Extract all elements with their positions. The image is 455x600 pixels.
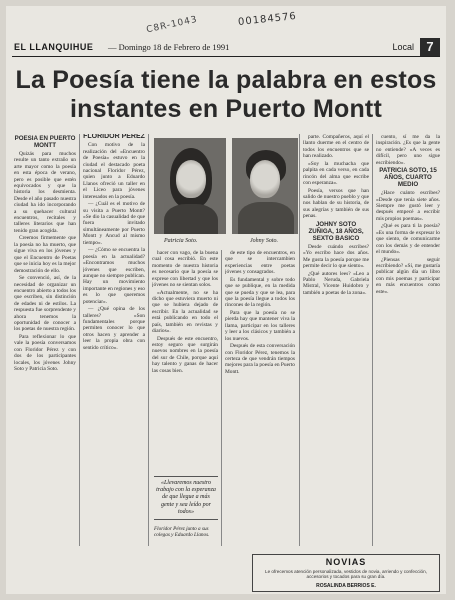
photo-caption-patricia: Patricia Soto. [164, 238, 198, 244]
interview-paragraph: hacer con vago, de la buena cual cosa escribió. En este momento de nuestra historia es necesario que la poesía se exprese con libertad y que los jóvenes no se sientan solos. [152, 250, 218, 289]
handwritten-code: C8R-1043 [145, 14, 199, 36]
floridor-paragraph: — ¿Qué opina de los talleres? «Son fundamentales porque permiten conocer lo que otros hacen y aprender a leer la propia obra con sentido crítico». [83, 306, 145, 351]
page-number: 7 [420, 38, 440, 56]
headline: La Poesía tiene la palabra en estos instantes en Puerto Montt [15, 66, 437, 123]
photo-johny [232, 138, 298, 234]
masthead [12, 40, 440, 57]
interview-paragraph: «Actualmente, no se ha dicho que estuviera muerto ni que se hubiera dejado de escribir. En la actualidad se está publicando en todo el país, también en revistas y diarios». [152, 289, 218, 335]
ad-title: NOVIAS [325, 557, 367, 567]
reflection-paragraph: Para que la poesía no se pierda hay que mantener viva la llama, participar en los talleres y leer a los clásicos y también a los nuevos. [225, 310, 295, 342]
issue-date: — Domingo 18 de Febrero de 1991 [108, 42, 230, 52]
column-floridor [83, 134, 145, 546]
column-patricia [376, 134, 440, 546]
patricia-paragraph: ¿Hace cuánto escribes? «Desde que tenía siete años. Siempre me gustó leer y después empecé a escribir mis propios poemas». [376, 190, 440, 222]
floridor-paragraph: — ¿Cuál es el motivo de su visita a Puerto Montt? «Se dio la casualidad de que fuera invitado simultáneamente por Puerto Montt y Ancud al mismo tiempo». [83, 201, 145, 246]
johny-paragraph: ¿Qué autores lees? «Leo a Pablo Neruda, Gabriela Mistral, Vicente Huidobro y también a poetas de la zona». [303, 270, 369, 296]
patricia-heading: PATRICIA SOTO, 15 AÑOS, CUARTO MEDIO [379, 167, 437, 189]
intro-paragraph: Creemos firmemente que la poesía no ha muerto, que sigue viva en los jóvenes y que el Encuentro de Poetas que se inicia hoy es la mejor demostración de ello. [14, 235, 76, 274]
photo-patricia [154, 138, 226, 234]
column-reflection [225, 250, 295, 546]
reflection-paragraph: de este tipo de encuentros, en que se intercambien experiencias entre poetas jóvenes y consagrados. [225, 250, 295, 276]
column-rule [148, 134, 149, 546]
pull-quote: «Llevaremos nuestro trabajo con la esperanza de que llegue a más gente y sea leído por todos» [154, 476, 218, 520]
reflection-paragraph: Es fundamental y sobre todo que se publique, en la medida que se pueda y que se lea, para que la poesía llegue a todos los rincones de la región. [225, 276, 295, 309]
johny-paragraph: parte. Compañeros, aquí el llanto duerme en el centro de todos los encuentros que se han realizado. [303, 134, 369, 160]
newspaper-page [6, 6, 446, 594]
intro-paragraph: Se convenció, así, de la necesidad de organizar un encuentro abierto a todos los que escriben, sin distinción de edades ni de estilos. La respuesta fue sorprendente y ahora tenemos la oportunidad de conocer a los poetas de nuestra región. [14, 275, 76, 333]
advertisement [252, 554, 440, 592]
johny-paragraph: Poesía, versos que han salido de nuestro pueblo y que nos hablan de su historia, de sus alegrías y también de sus penas. [303, 187, 369, 220]
column-rule [221, 250, 222, 546]
intro-paragraph: Para reflexionar lo que vale la poesía conversamos con Floridor Pérez y con dos de los participantes locales, los jóvenes Johny Soto y Patricia Soto. [14, 333, 76, 372]
interview-paragraph: Después de este encuentro, estoy seguro que surgirán nuevos nombres en la poesía del sur de Chile, porque aquí hay talento y ganas de hacer las cosas bien. [152, 335, 218, 374]
column-rule [299, 134, 300, 546]
paper-name: EL LLANQUIHUE [14, 42, 94, 52]
johny-paragraph: «Soy la muchacha que palpita en cada verso, en cada rincón del alma que escribe con esperanza». [303, 160, 369, 187]
patricia-paragraph: ¿Piensas seguir escribiendo? «Sí, me gustaría publicar algún día un libro con mis poemas y participar en más encuentros como este». [376, 256, 440, 295]
ad-name: ROSALINDA BERRIOS E. [316, 583, 376, 589]
column-rule [372, 134, 373, 546]
ad-text: Le ofrecemos atención personalizada, vestidos de novia, arriendo y confección, accesorios y tocados para su gran día. [265, 569, 427, 580]
photo-caption-johny: Johny Soto. [250, 238, 278, 244]
column-intro [14, 134, 76, 546]
reflection-paragraph: Después de esta conversación con Floridor Pérez, tenemos la certeza de que vendrán tiempos mejores para la poesía en Puerto Montt. [225, 343, 295, 375]
intro-paragraph: Quizás para muchos resulte un tanto extraño un arte mayor como la poesía en esta época de verano, pero es posible que estén equivocados y que la historia los desmienta. Desde el año pasado nuestra ciudad ha ido incorporando a su quehacer cultural encuentros, recitales y talleres literarios que han tenido gran acogida. [14, 151, 76, 234]
intro-heading: POESIA EN PUERTO MONTT [14, 135, 76, 149]
column-johny [303, 134, 369, 546]
floridor-paragraph: — ¿Cómo se encuentra la poesía en la actualidad? «Encontramos muchos jóvenes que escriben, aunque no siempre publican. Hay un movimiento importante en regiones y eso es lo que queremos potenciar». [83, 247, 145, 305]
section-label: Local [392, 42, 414, 52]
patricia-paragraph: cuento, sí me da la inspiración. ¿Es que la gente no entiende? «A veces es difícil, pero uno sigue escribiendo». [376, 134, 440, 166]
patricia-paragraph: ¿Qué es para ti la poesía? «Es una forma de expresar lo que siento, de comunicarme con los demás y de entender el mundo». [376, 223, 440, 256]
handwritten-number: 00184576 [237, 10, 298, 29]
column-rule [79, 134, 80, 546]
floridor-paragraph: Con motivo de la realización del «Encuentro de Poesía» estuvo en la ciudad el destacado poeta nacional Floridor Pérez, quien junto a Eduardo Llanos ofreció un taller en el Liceo para jóvenes interesados en la poesía. [83, 142, 145, 200]
floridor-heading: FLORIDOR PEREZ [83, 134, 145, 140]
johny-paragraph: Desde cuándo escribes? «Yo escribo hace dos años. Me gusta la poesía porque me permite decir lo que siento». [303, 243, 369, 270]
johny-heading: JOHNY SOTO ZUÑIGA, 18 AÑOS, SEXTO BASICO [308, 220, 364, 242]
quote-caption: Floridor Pérez junto a sus colegas y Eduardo Llanos. [154, 526, 210, 539]
